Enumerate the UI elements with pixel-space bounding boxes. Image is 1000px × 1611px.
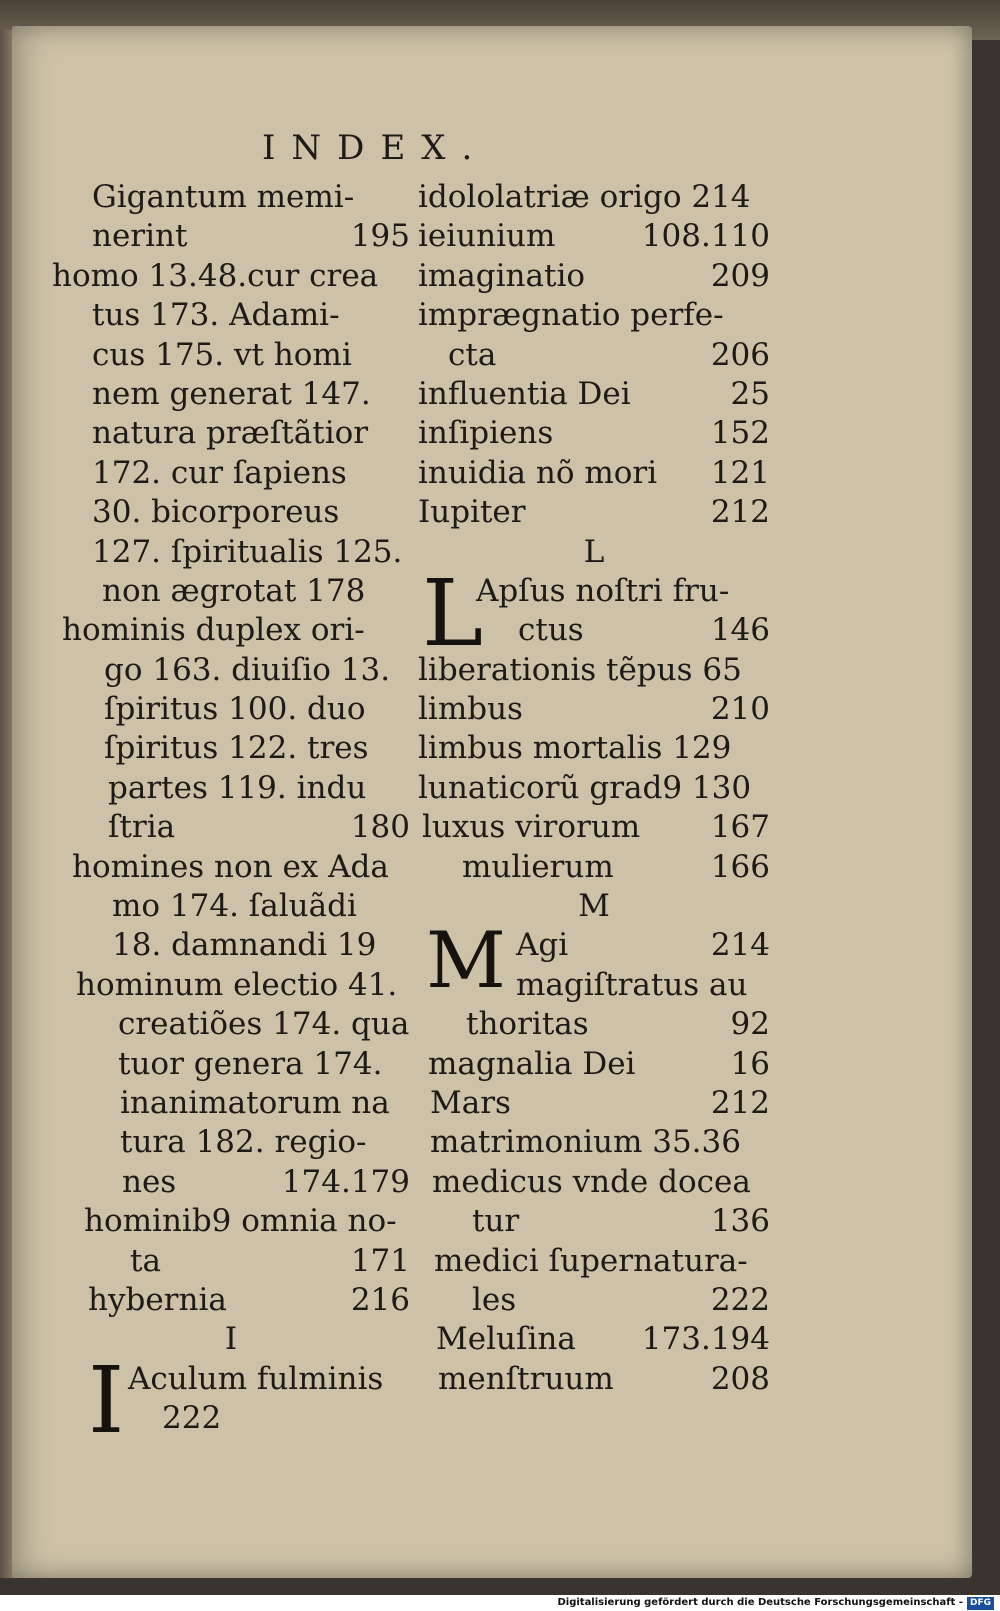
entry-term: 127. ſpiritualis 125.: [92, 533, 403, 570]
index-entry: [52, 296, 410, 335]
index-entry: [418, 1045, 770, 1084]
index-entry: [52, 336, 410, 375]
entry-term: hominib9 omnia no-: [84, 1203, 397, 1240]
entry-page-number: 108.110: [641, 218, 770, 255]
entry-term: medicus vnde docea: [432, 1163, 751, 1200]
index-entry: [418, 257, 770, 296]
entry-term: inuidia nõ mori: [418, 454, 658, 491]
entry-page-number: 209: [710, 257, 770, 294]
entry-page-number: 210: [710, 691, 770, 728]
index-entry: [418, 454, 770, 493]
entry-term: mo 174. ſaluãdi: [112, 888, 357, 925]
dropcap-m: M: [426, 916, 506, 1006]
entry-term: partes 119. indu: [108, 769, 367, 806]
entry-term: tur: [472, 1203, 520, 1240]
entry-term: menſtruum: [438, 1360, 614, 1397]
index-entry: [418, 178, 770, 217]
entry-page-number: 212: [710, 494, 770, 531]
entry-term: I: [224, 1321, 238, 1358]
footer-text: Digitalisierung gefördert durch die Deutsche Forschungsgemeinschaft -: [557, 1597, 963, 1608]
page-header: INDEX.: [262, 128, 489, 168]
entry-page-number: 214: [710, 927, 770, 964]
entry-term: cta: [448, 336, 497, 373]
entry-page-number: 174.179: [281, 1163, 410, 1200]
entry-term: cus 175. vt homi: [92, 336, 352, 373]
entry-term: ſpiritus 100. duo: [104, 691, 366, 728]
digitization-footer: [0, 1595, 1000, 1611]
entry-page-number: 208: [710, 1360, 770, 1397]
entry-term: magnalia Dei: [428, 1045, 636, 1082]
index-entry: [418, 769, 770, 808]
index-column-left: [52, 178, 410, 1439]
index-entry: [52, 1163, 410, 1202]
entry-term: 172. cur ſapiens: [92, 454, 347, 491]
entry-term: Meluſina: [436, 1321, 576, 1358]
index-entry: [418, 1281, 770, 1320]
index-entry: [418, 414, 770, 453]
entry-term: ieiunium: [418, 218, 556, 255]
index-entry: [52, 1202, 410, 1241]
index-entry: [52, 414, 410, 453]
index-column-right: [418, 178, 770, 1399]
entry-term: non ægrotat 178: [102, 572, 366, 609]
entry-page-number: 216: [350, 1281, 410, 1318]
entry-page-number: 146: [710, 612, 770, 649]
index-entry: [52, 769, 410, 808]
entry-page-number: 16: [730, 1045, 770, 1082]
entry-term: creatiões 174. qua: [118, 1006, 410, 1043]
entry-term: Apſus noſtri fru-: [476, 572, 730, 609]
entry-term: natura præſtãtior: [92, 415, 369, 452]
entry-term: hominis duplex ori-: [62, 612, 365, 649]
index-entry: [52, 651, 410, 690]
index-entry: [418, 375, 770, 414]
entry-term: tus 173. Adami-: [92, 297, 340, 334]
entry-term: L: [583, 533, 605, 570]
entry-page-number: 171: [350, 1242, 410, 1279]
entry-page-number: 136: [710, 1203, 770, 1240]
entry-page-number: 152: [710, 415, 770, 452]
entry-page-number: 180: [350, 809, 410, 846]
entry-page-number: 222: [710, 1281, 770, 1318]
index-entry: [418, 1084, 770, 1123]
index-entry: [418, 1320, 770, 1359]
entry-term: liberationis tẽpus 65: [418, 651, 742, 688]
index-entry: [418, 336, 770, 375]
dropcap-i: I: [88, 1347, 125, 1454]
entry-term: inanimatorum na: [120, 1084, 390, 1121]
entry-term: hominum electio 41.: [76, 966, 398, 1003]
entry-term: ta: [130, 1242, 161, 1279]
index-entry: [418, 1005, 770, 1044]
entry-term: ſpiritus 122. tres: [104, 730, 369, 767]
index-entry: [52, 887, 410, 926]
entry-page-number: 212: [710, 1084, 770, 1121]
entry-term: magiſtratus au: [516, 966, 748, 1003]
entry-term: idololatriæ origo 214: [418, 179, 751, 215]
entry-term: ſtria: [108, 809, 176, 846]
index-entry: [52, 1242, 410, 1281]
entry-term: M: [578, 888, 610, 925]
entry-page-number: 25: [730, 375, 770, 412]
index-entry: [52, 729, 410, 768]
entry-page-number: 166: [710, 848, 770, 885]
entry-page-number: 206: [710, 336, 770, 373]
entry-page-number: 167: [710, 809, 770, 846]
index-entry: [418, 1242, 770, 1281]
entry-term: mulierum: [462, 848, 614, 885]
entry-term: luxus virorum: [422, 809, 641, 846]
index-entry: [52, 1281, 410, 1320]
entry-term: homo 13.48.cur crea: [52, 257, 379, 294]
index-entry: [52, 178, 410, 217]
entry-term: Agi: [516, 927, 569, 964]
entry-term: Gigantum memi-: [92, 179, 355, 215]
index-entry: [52, 257, 410, 296]
index-entry: [52, 966, 410, 1005]
entry-term: 18. damnandi 19: [112, 927, 377, 964]
index-entry: [418, 1360, 770, 1399]
index-entry: [52, 217, 410, 256]
index-entry: [52, 926, 410, 965]
entry-term: Aculum fulminis: [128, 1360, 384, 1397]
entry-term: inſipiens: [418, 415, 554, 452]
entry-term: ctus: [518, 612, 584, 649]
entry-term: tura 182. regio-: [120, 1124, 367, 1161]
index-entry: [52, 1123, 410, 1162]
index-entry: [418, 1163, 770, 1202]
index-entry: [418, 296, 770, 335]
index-entry: [52, 690, 410, 729]
entry-page-number: 195: [350, 218, 410, 255]
index-entry: [52, 454, 410, 493]
entry-term: nes: [122, 1163, 177, 1200]
index-entry: [418, 1202, 770, 1241]
index-entry: [52, 1084, 410, 1123]
index-entry: [52, 493, 410, 532]
entry-term: 30. bicorporeus: [92, 494, 340, 531]
entry-term: go 163. diuiſio 13.: [104, 651, 391, 688]
index-entry: [52, 572, 410, 611]
entry-term: Mars: [430, 1084, 511, 1121]
dfg-logo: DFG: [967, 1597, 994, 1610]
index-entry: [52, 848, 410, 887]
entry-term: nerint: [92, 218, 188, 255]
entry-term: limbus: [418, 691, 523, 728]
index-entry: [52, 375, 410, 414]
index-entry: [52, 533, 410, 572]
index-entry: [418, 848, 770, 887]
entry-term: hybernia: [88, 1281, 227, 1318]
entry-page-number: 121: [710, 454, 770, 491]
index-entry: [52, 808, 410, 847]
index-entry: [418, 217, 770, 256]
entry-term: matrimonium 35.36: [430, 1124, 741, 1161]
entry-term: imaginatio: [418, 257, 586, 294]
index-entry: [418, 690, 770, 729]
index-entry: [418, 729, 770, 768]
entry-term: lunaticorũ grad9 130: [418, 769, 752, 806]
index-entry: [418, 808, 770, 847]
entry-term: nem generat 147.: [92, 375, 371, 412]
index-entry: [418, 493, 770, 532]
entry-term: Iupiter: [418, 494, 526, 531]
entry-term: thoritas: [466, 1006, 589, 1043]
index-entry: [52, 1045, 410, 1084]
index-entry: [52, 1005, 410, 1044]
entry-term: medici ſupernatura-: [434, 1242, 748, 1279]
dropcap-l: L: [422, 560, 484, 667]
entry-page-number: 92: [730, 1006, 770, 1043]
index-entry: [52, 611, 410, 650]
index-entry: [418, 1123, 770, 1162]
entry-term: influentia Dei: [418, 375, 631, 412]
entry-term: tuor genera 174.: [118, 1045, 383, 1082]
entry-term: limbus mortalis 129: [418, 730, 732, 767]
entry-term: 222: [162, 1400, 222, 1437]
entry-term: les: [472, 1281, 517, 1318]
entry-term: imprægnatio perfe-: [418, 297, 724, 334]
entry-page-number: 173.194: [641, 1321, 770, 1358]
entry-term: homines non ex Ada: [72, 848, 389, 885]
